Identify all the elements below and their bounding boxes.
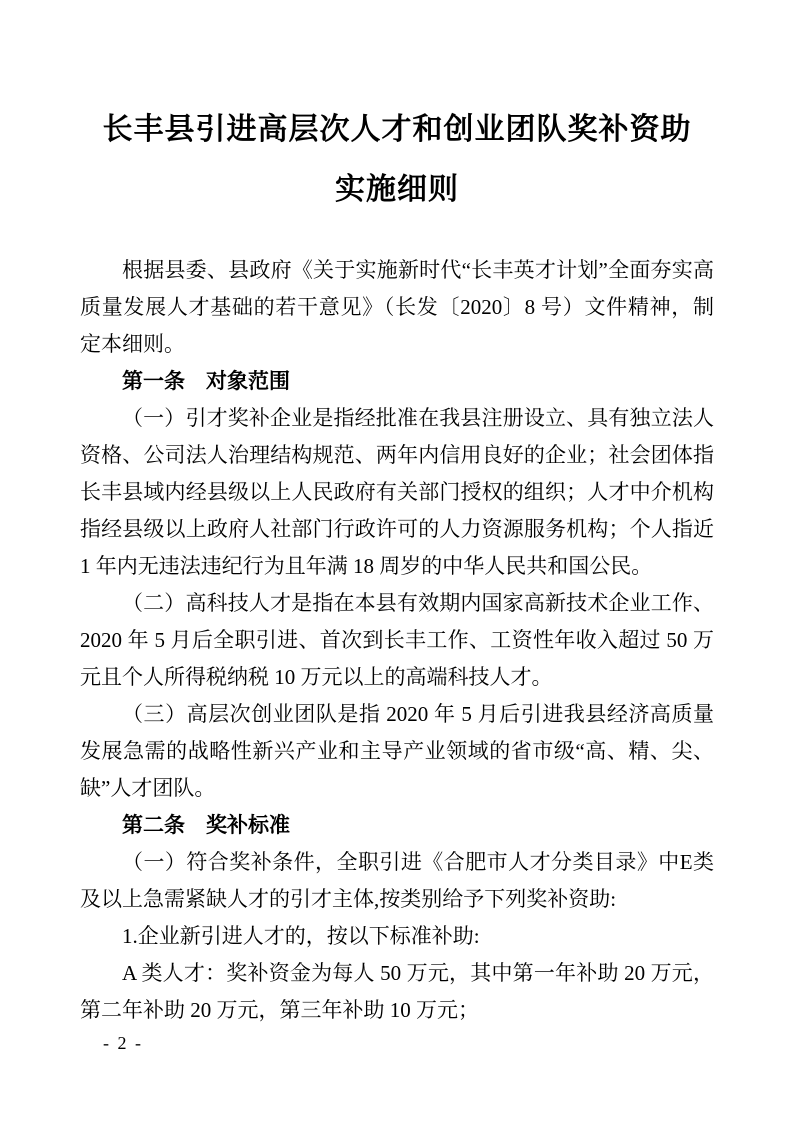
document-title — [80, 100, 714, 220]
document-title-line2: 实施细则 — [335, 173, 459, 206]
paragraph: （一）引才奖补企业是指经批准在我县注册设立、具有独立法人资格、公司法人治理结构规范、两年内信用良好的企业；社会团体指长丰县域内经县级以上人民政府有关部门授权的组织；人才中介机构指经县级以上政府人社部门行政许可的人力资源服务机构；个人指近 1 年内无违法违纪行为且年满 18 周岁的中华人民共和国公民。 — [80, 406, 714, 578]
page-number: - 2 - — [103, 1033, 143, 1053]
paragraph: （一）符合奖补条件，全职引进《合肥市人才分类目录》中E类及以上急需紧缺人才的引才主体,按类别给予下列奖补资助: — [80, 850, 714, 911]
paragraph: （二）高科技人才是指在本县有效期内国家高新技术企业工作、2020 年 5 月后全职引进、首次到长丰工作、工资性年收入超过 50 万元且个人所得税纳税 10 万元以上的高端科技人才。 — [80, 591, 714, 689]
paragraph: A 类人才：奖补资金为每人 50 万元，其中第一年补助 20 万元，第二年补助 20 万元，第三年补助 10 万元； — [80, 961, 714, 1022]
section-heading: 第一条 对象范围 — [122, 370, 290, 393]
document-title-line1: 长丰县引进高层次人才和创业团队奖补资助 — [102, 113, 692, 146]
paragraph: 1.企业新引进人才的，按以下标准补助: — [122, 924, 480, 948]
section-heading: 第二条 奖补标准 — [122, 814, 290, 837]
paragraph: （三）高层次创业团队是指 2020 年 5 月后引进我县经济高质量发展急需的战略性新兴产业和主导产业领域的省市级“高、精、尖、缺”人才团队。 — [80, 702, 714, 800]
document-content — [80, 0, 714, 1029]
document-body — [80, 252, 714, 1029]
paragraph: 根据县委、县政府《关于实施新时代“长丰英才计划”全面夯实高质量发展人才基础的若干意见》（长发〔2020〕8 号）文件精神，制定本细则。 — [80, 258, 714, 356]
